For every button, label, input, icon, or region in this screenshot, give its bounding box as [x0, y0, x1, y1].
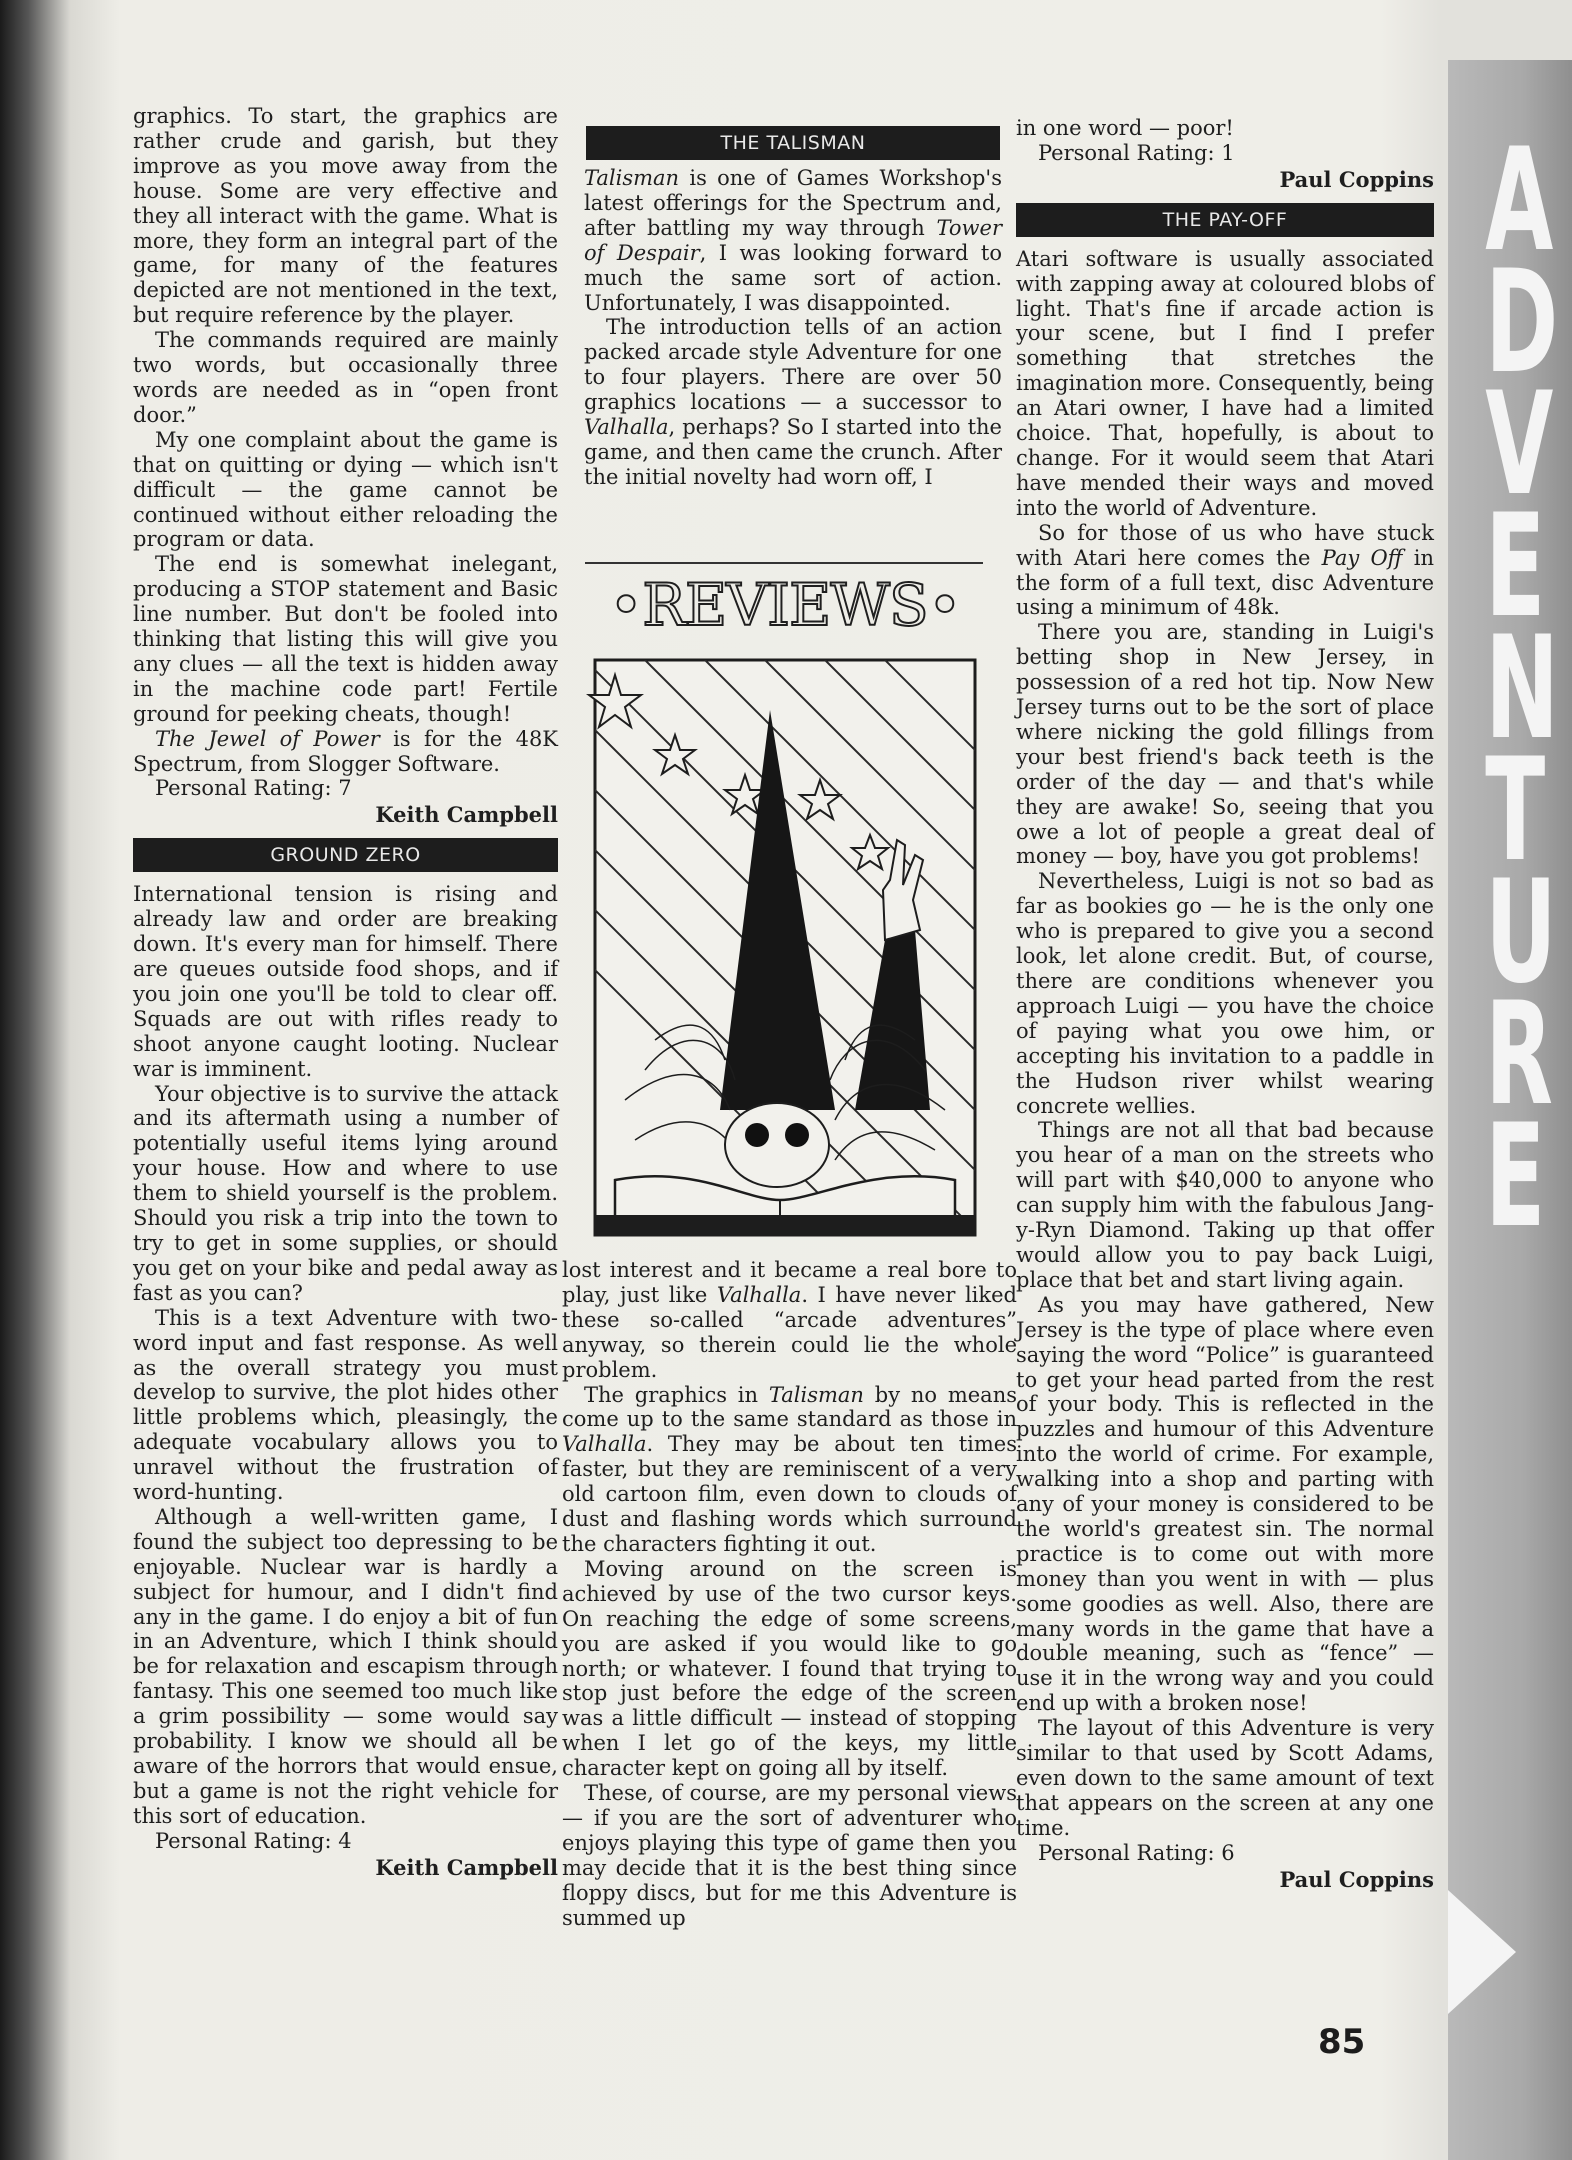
paragraph: International tension is rising and already law and order are breaking down. It's every man for himself. There are queues outside food shops, and if you join one you'll be told to clear off. Squads are out with rifles ready to shoot anyone caught looting. Nuclear war is imminent. — [133, 882, 558, 1081]
section-heading-talisman: THE TALISMAN — [586, 126, 1000, 160]
page-number: 85 — [1318, 2022, 1366, 2062]
game-title: Valhalla — [584, 415, 669, 440]
paragraph: The layout of this Adventure is very similar to that used by Scott Adams, even down to the same amount of text that appears on the screen at any one time. — [1016, 1716, 1434, 1840]
paragraph: Atari software is usually associated with zapping away at coloured blobs of light. That's fine if arcade action is your scene, but I find I prefer something that stretches the imagination more. Consequently, being an Atari owner, I have had a limited choice. That, hopefully, is about to change. For it would seem that Atari have mended their ways and moved into the world of Adventure. — [1016, 246, 1434, 520]
side-letter: T — [1485, 728, 1546, 893]
author-byline: Paul Coppins — [1279, 1866, 1434, 1892]
paragraph-text: , perhaps? So I started into the game, and then came the crunch. After the initial novelty had worn off, I — [584, 415, 1002, 489]
side-letter: N — [1485, 606, 1559, 771]
game-title: Tower of Despair — [584, 215, 1002, 265]
wizard-face — [725, 1103, 829, 1187]
paragraph — [562, 1383, 1017, 1557]
column-2-top — [584, 166, 1002, 490]
goggle-icon — [745, 1123, 769, 1147]
goggle-icon — [785, 1123, 809, 1147]
paragraph: graphics. To start, the graphics are rather crude and garish, but they improve as you move away from the house. Some are very effective and they all interact with the game. What is more, they form an integral part of the game, for many of the features depicted are not mentioned in the text, but require reference by the player. — [133, 104, 558, 328]
paragraph — [584, 315, 1002, 489]
next-page-arrow-icon — [1448, 1890, 1516, 2014]
side-letter: D — [1485, 240, 1559, 405]
section-heading-pay-off: THE PAY-OFF — [1016, 203, 1434, 237]
paragraph — [133, 727, 558, 777]
paragraph — [1016, 521, 1434, 621]
paragraph: Although a well-written game, I found the subject too depressing to be enjoyable. Nuclear war is hardly a subject for humour, and I didn't find any in the game. I do enjoy a bit of fun in an Adventure, which I think should be for relaxation and escapism through fantasy. This one seemed too much like a grim possibility — some would say probability. I know we should all be aware of the horrors that would ensue, but a game is not the right vehicle for this sort of education. — [133, 1504, 558, 1828]
column-1 — [133, 104, 558, 1881]
game-title: Talisman — [584, 166, 680, 190]
paragraph-text: , I was looking forward to much the same sort of action. Unfortunately, I was disappointed. — [584, 240, 1002, 315]
side-letter: R — [1485, 972, 1553, 1137]
paragraph: Nevertheless, Luigi is not so bad as far as bookies go — he is the only one who is prepared to give you a second look, let alone credit. But, of course, there are conditions whenever you approach Luigi — you have the choice of paying what you owe him, or accepting his invitation to a paddle in the Hudson river whilst wearing concrete wellies. — [1016, 869, 1434, 1118]
paragraph-text: The introduction tells of an action packed arcade style Adventure for one to four players. There are over 50 graphics locations — a successor to — [584, 315, 1002, 415]
paragraph-text: is one of Games Workshop's latest offerings for the Spectrum and, after battling my way through — [584, 166, 1002, 240]
paragraph-text: is for the 48K Spectrum, from Slogger Software. — [133, 726, 558, 776]
section-heading-ground-zero: GROUND ZERO — [133, 838, 558, 872]
personal-rating: Personal Rating: 7 — [155, 776, 352, 801]
paragraph: Things are not all that bad because you hear of a man on the streets who will part with $40,000 to anyone who can supply him with the fabulous Jang-y-Ryn Diamond. Taking up that offer would allow you to pay back Luigi, place that bet and start living again. — [1016, 1118, 1434, 1292]
paragraph-text: in the form of a full text, disc Adventure using a minimum of 48k. — [1016, 545, 1435, 620]
paragraph-text: lost interest and it became a real bore to play, just like — [562, 1258, 1017, 1307]
personal-rating: Personal Rating: 6 — [1038, 1840, 1235, 1865]
paragraph-text: So for those of us who have stuck with Atari here comes the — [1016, 520, 1434, 570]
paragraph: These, of course, are my personal views — if you are the sort of adventurer who enjoys playing this type of game then you may decide that it is the best thing since floppy discs, but for me this Adventure is summed up — [562, 1781, 1017, 1930]
paragraph: Moving around on the screen is achieved by use of the two cursor keys. On reaching the edge of some screens, you are asked if you would like to go north; or whatever. I found that trying to stop just before the edge of the screen was a little difficult — instead of stopping when I let go of the keys, my little character kept on going all by itself. — [562, 1556, 1017, 1781]
game-title: The Jewel of Power — [155, 726, 380, 751]
paragraph: This is a text Adventure with two-word input and fast response. As well as the overall strategy you must develop to survive, the plot hides other little problems which, pleasingly, the adequate vocabulary allows you to unravel without the frustration of word-hunting. — [133, 1305, 558, 1505]
author-byline: Keith Campbell — [375, 1854, 558, 1880]
paragraph: The commands required are mainly two words, but occasionally three words are needed as in “open front door.” — [133, 328, 558, 427]
column-2 — [562, 1258, 1017, 1930]
side-letter: E — [1485, 1094, 1546, 1259]
game-title: Talisman — [768, 1382, 864, 1407]
author-byline: Keith Campbell — [375, 802, 558, 828]
side-letter: E — [1485, 484, 1546, 649]
paragraph — [562, 1258, 1017, 1383]
paragraph-text: . They may be about ten times faster, but they are reminiscent of a very old cartoon film, even down to clouds of dust and flashing words which surround the characters fighting it out. — [562, 1432, 1017, 1556]
column-3 — [1016, 116, 1434, 1893]
side-letter: V — [1485, 362, 1554, 527]
paragraph-text: . I have never liked these so-called “arcade adventures” anyway, so therein could lie the whole problem. — [562, 1282, 1017, 1382]
side-letter: U — [1485, 850, 1557, 1015]
adventure-vertical-label — [1470, 118, 1559, 1259]
game-title: Pay Off — [1321, 545, 1403, 570]
personal-rating: Personal Rating: 4 — [155, 1828, 352, 1853]
paragraph: My one complaint about the game is that on quitting or dying — which isn't difficult — the game cannot be continued without either reloading the program or data. — [133, 427, 558, 552]
divider — [585, 562, 983, 564]
paragraph: in one word — poor! — [1016, 116, 1234, 140]
paragraph-text: by no means come up to the same standard as those in — [562, 1382, 1017, 1432]
paragraph: Your objective is to survive the attack and its aftermath using a number of potentially useful items lying around your house. How and where to use them to shield yourself is the problem. Should you risk a trip into the town to try to get in some supplies, or should you get on your bike and pedal away as fast as you can? — [133, 1081, 558, 1305]
wizard-illustration — [585, 640, 985, 1245]
paragraph: As you may have gathered, New Jersey is the type of place where even saying the word “Police” is guaranteed to get your head parted from the rest of your body. This is reflected in the puzzles and humour of this Adventure into the world of crime. For example, walking into a shop and parting with any of your money is considered to be the world's greatest sin. The normal practice is to come out with more money than you went in with — plus some goodies as well. Also, there are many words in the game that have a double meaning, such as “fence” — use it in the wrong way and you could end up with a broken nose! — [1016, 1292, 1434, 1716]
paragraph: There you are, standing in Luigi's betting shop in New Jersey, in possession of a red hot tip. Now New Jersey turns out to be the sort of place where nicking the gold fillings from your best friend's back teeth is the order of the day — and that's while they are awake! So, seeing that you owe a lot of people a great deal of money — boy, have you got problems! — [1016, 620, 1434, 869]
game-title: Valhalla — [562, 1432, 647, 1457]
paragraph: The end is somewhat inelegant, producing a STOP statement and Basic line number. But don't be fooled into thinking that listing this will give you any clues — all the text is hidden away in the machine code part! Fertile ground for peeking cheats, though! — [133, 552, 558, 726]
personal-rating: Personal Rating: 1 — [1038, 140, 1235, 165]
reviews-banner: •REVIEWS• — [609, 571, 961, 639]
game-title: Valhalla — [716, 1282, 802, 1307]
author-byline: Paul Coppins — [1279, 166, 1434, 192]
side-letter: A — [1485, 118, 1554, 283]
paragraph-text: The graphics in — [584, 1382, 769, 1407]
paragraph — [584, 166, 1002, 315]
